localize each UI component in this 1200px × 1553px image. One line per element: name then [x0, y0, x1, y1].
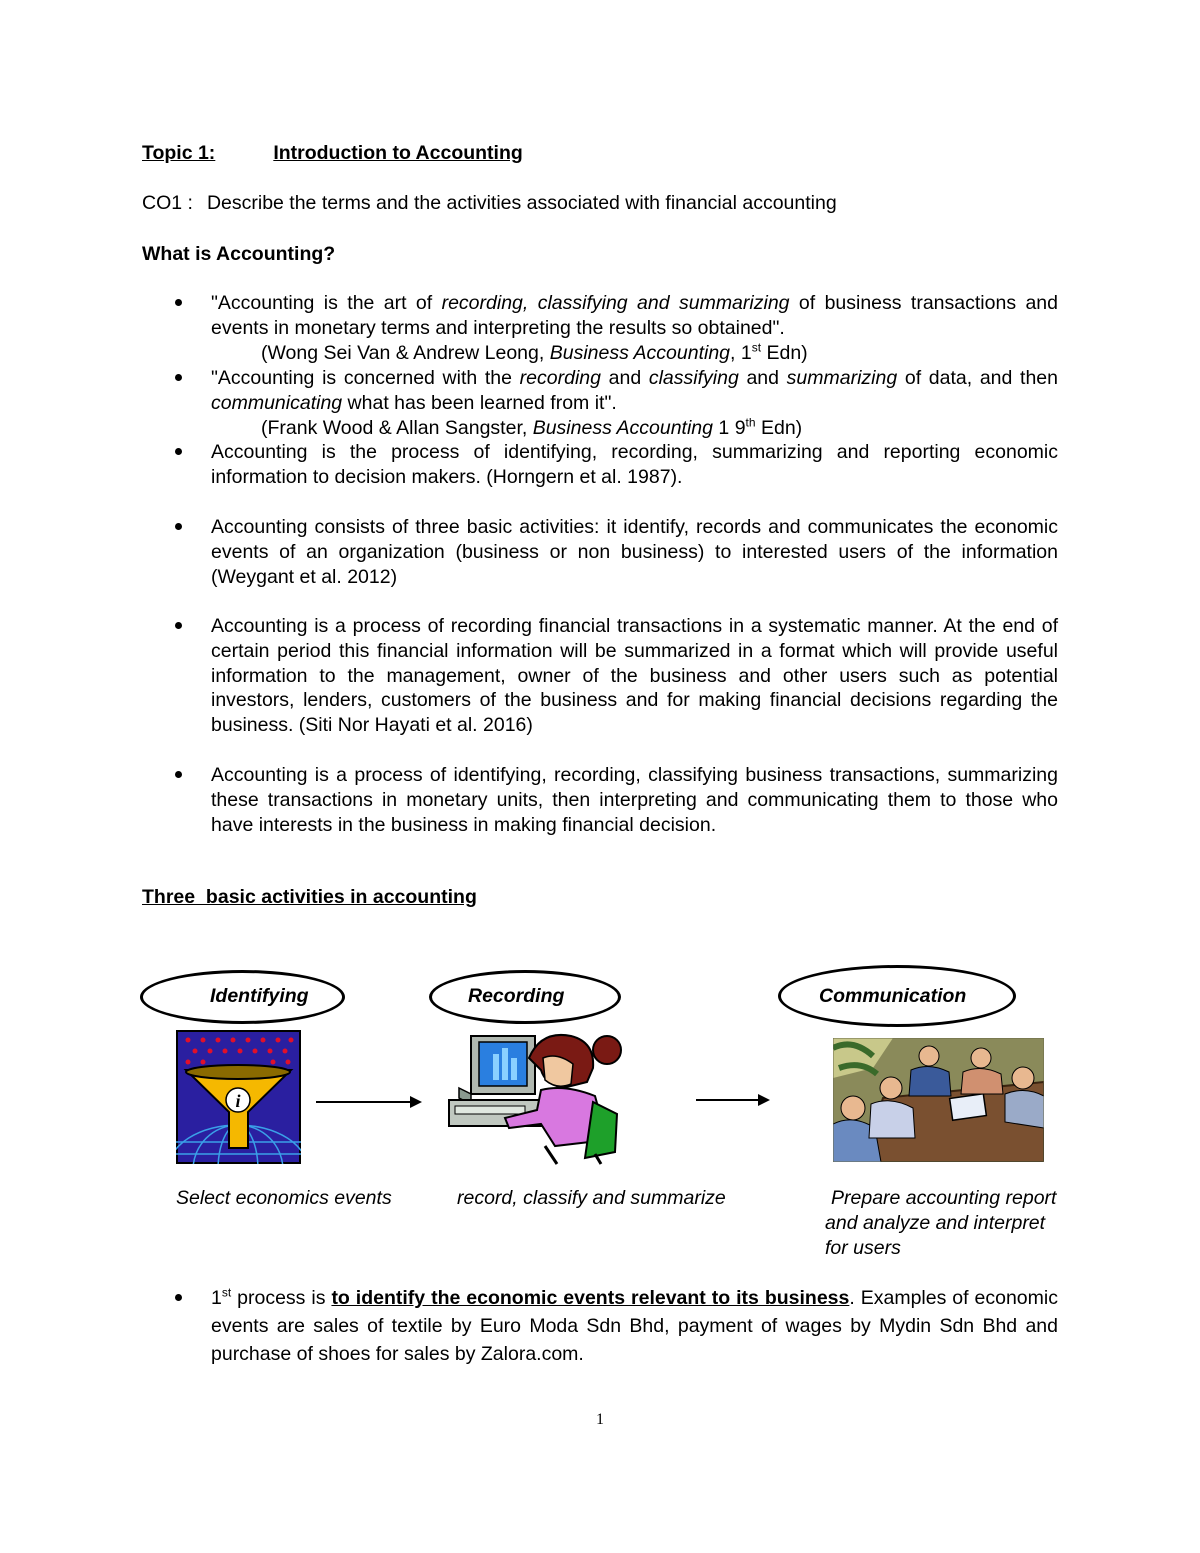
topic-title-line — [142, 142, 523, 165]
section-heading-what-is-accounting: What is Accounting? — [142, 243, 336, 265]
svg-text:i: i — [235, 1091, 241, 1111]
first-process-paragraph: 1st process is to identify the economic events relevant to its business. Examples of economic events are sales of textile by Euro Moda Sdn Bhd, payment of wages by Mydin Sdn Bhd and purchase of shoes for sales by Zalora.com. — [211, 1285, 1058, 1365]
bullet-icon — [175, 771, 182, 778]
bullet-icon — [175, 523, 182, 530]
computer-worker-icon — [445, 1028, 625, 1166]
emphasis-identify-events: to identify the economic events relevant to its business — [331, 1287, 850, 1309]
definition-3: Accounting is the process of identifying, recording, summarizing and reporting economic information to decision makers. (Horngern et al. 1987). — [211, 441, 1058, 488]
caption-identifying: Select economics events — [176, 1187, 392, 1209]
definition-1: "Accounting is the art of recording, classifying and summarizing of business transactions and events in monetary terms and interpreting the results so obtained". (Wong Sei Van & Andrew Leong, Business Accounting, 1st Edn) — [211, 292, 1058, 364]
bullet-icon — [175, 622, 182, 629]
label-identifying: Identifying — [210, 985, 309, 1007]
definition-2-citation: (Frank Wood & Allan Sangster, Business Accounting 1 9th Edn) — [261, 415, 803, 439]
bullet-icon — [175, 448, 182, 455]
bullet-icon — [175, 299, 182, 306]
co-label: CO1 : — [142, 192, 193, 214]
co-text: Describe the terms and the activities associated with financial accounting — [206, 192, 837, 214]
meeting-icon — [833, 1038, 1044, 1162]
section-heading-three-activities: Three basic activities in accounting — [142, 886, 477, 908]
arrow-right-icon — [316, 1092, 424, 1112]
definition-5: Accounting is a process of recording financial transactions in a systematic manner. At the end of certain period this financial information will be summarized in a format which will provide useful information to the management, owner of the business and other users such as potential investors, lenders, customers of the business and for making financial decisions regarding the business. (Siti Nor Hayati et al. 2016) — [211, 615, 1058, 737]
funnel-icon — [176, 1030, 301, 1164]
definition-1-citation: (Wong Sei Van & Andrew Leong, Business Accounting, 1st Edn) — [261, 340, 808, 364]
arrow-right-icon — [696, 1090, 772, 1110]
course-outcome — [142, 192, 837, 215]
definition-4: Accounting consists of three basic activities: it identify, records and communicates the economic events of an organization (business or non business) to interested users of the information (Weygant et al. 2012) — [211, 516, 1058, 588]
topic-title: Introduction to Accounting — [273, 142, 523, 164]
label-recording: Recording — [468, 985, 565, 1007]
caption-recording: record, classify and summarize — [457, 1187, 726, 1209]
bullet-icon — [175, 1294, 182, 1301]
label-communication: Communication — [819, 985, 967, 1007]
topic-label: Topic 1: — [142, 142, 216, 164]
definition-2: "Accounting is concerned with the recording and classifying and summarizing of data, and then communicating what has been learned from it". (Frank Wood & Allan Sangster, Business Accounting 1 9th Edn) — [211, 367, 1058, 439]
definition-6: Accounting is a process of identifying, recording, classifying business transactions, summarizing these transactions in monetary units, then interpreting and communicating them to those who have interests in the business in making financial decision. — [211, 764, 1058, 836]
bullet-icon — [175, 374, 182, 381]
caption-communication: Prepare accounting report and analyze and interpret for users — [825, 1187, 1057, 1259]
page-number: 1 — [596, 1411, 604, 1428]
